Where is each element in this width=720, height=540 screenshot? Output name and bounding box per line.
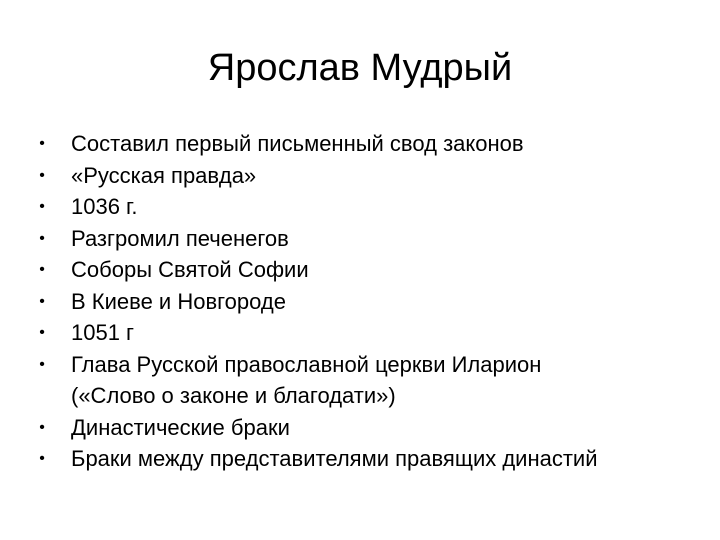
bullet-icon: • [39,229,45,247]
bullet-icon: • [39,261,45,278]
bullet-icon: • [39,292,45,310]
bullet-text: 1036 г. [71,194,138,219]
bullet-icon: • [39,450,45,467]
bullet-text: Браки между представителями правящих династий [71,446,598,471]
list-item [36,349,696,412]
bullet-icon: • [39,355,45,373]
list-item [36,317,696,349]
bullet-icon: • [39,166,45,184]
list-item [36,286,696,318]
list-item [36,160,696,192]
list-item [36,412,696,444]
bullet-icon: • [39,324,45,341]
list-item [36,223,696,255]
list-item [36,191,696,223]
bullet-text: Династические браки [71,414,290,440]
bullet-icon: • [39,198,45,215]
slide-title: Ярослав Мудрый [207,47,513,89]
list-item [36,254,696,286]
bullet-text: Разгромил печенегов [71,225,289,251]
list-item [36,128,696,160]
bullet-text: 1051 г [71,320,135,345]
bullet-text: В Киеве и Новгороде [71,288,286,314]
bullet-text: Составил первый письменный свод законов [71,131,524,156]
bullet-text: Глава Русской православной церкви Иларион [71,351,542,377]
bullet-list [36,128,696,475]
bullet-text: Соборы Святой Софии [71,257,309,282]
bullet-text: «Русская правда» [71,162,257,188]
bullet-text-continuation: («Слово о законе и благодати») [71,383,396,408]
list-item [36,443,696,475]
bullet-icon: • [39,135,45,152]
bullet-icon: • [39,418,45,436]
